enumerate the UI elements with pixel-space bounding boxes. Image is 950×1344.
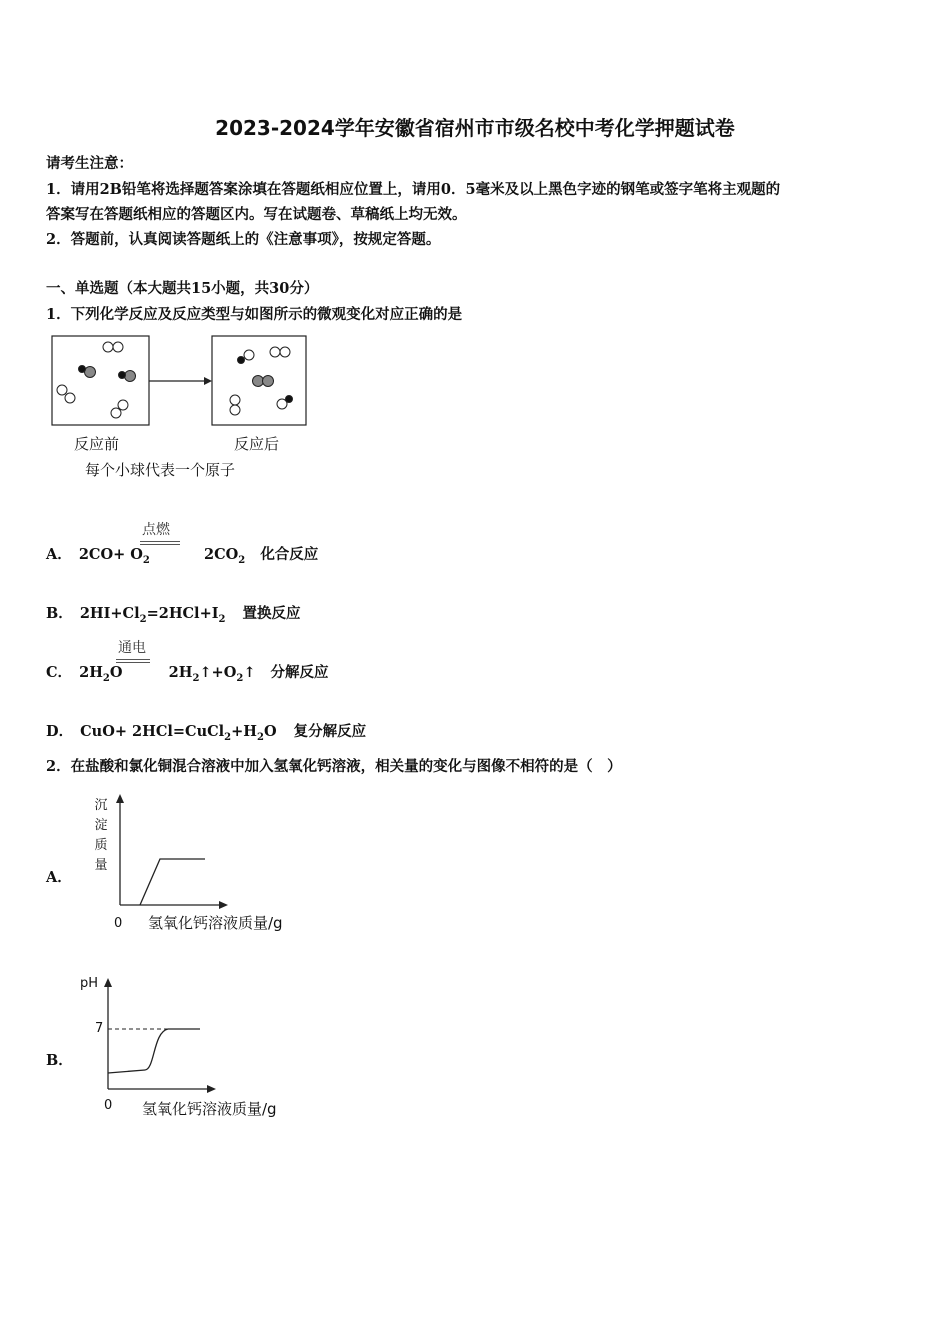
label-after-reaction: 反应后 [234, 435, 280, 453]
option-b-label: B． [46, 1052, 73, 1069]
subscript: 2 [102, 672, 110, 684]
reaction-type: 置换反应 [242, 605, 301, 622]
y-axis-char: 质 [94, 838, 108, 853]
equation-bar [140, 544, 180, 545]
equation-part: CuO+ 2HCl=CuCl [80, 723, 225, 740]
option-label: B． [46, 605, 73, 622]
equation-part: 2H [168, 664, 193, 681]
subscript: 2 [139, 613, 147, 625]
ph-graph [100, 972, 225, 1097]
equation-part: +H [231, 723, 257, 740]
reaction-type: 分解反应 [270, 664, 329, 681]
y-axis-label: pH [80, 976, 99, 991]
condition-electrolysis: 通电 [118, 640, 146, 656]
origin-label: 0 [104, 1098, 113, 1113]
notice-item-1-line-2: 答案写在答题纸相应的答题区内。写在试题卷、草稿纸上均无效。 [46, 206, 467, 223]
equation-bar [116, 662, 150, 663]
option-c [46, 661, 329, 684]
precipitate-mass-graph [110, 790, 230, 910]
notice-heading: 请考生注意： [46, 155, 133, 172]
equation-part: 2HI+Cl [79, 605, 140, 622]
section-heading: 一、单选题（本大题共15小题，共30分） [46, 280, 319, 297]
subscript: 2 [142, 554, 150, 566]
equation-part: ↑ [243, 664, 256, 681]
subscript: 2 [218, 613, 226, 625]
y-axis-char: 沉 [94, 798, 108, 813]
label-before-reaction: 反应前 [74, 435, 120, 453]
option-label: C． [46, 664, 73, 681]
question-2-stem: 2．在盐酸和氯化铜混合溶液中加入氢氧化钙溶液，相关量的变化与图像不相符的是（ ） [46, 758, 622, 775]
reaction-type: 化合反应 [260, 546, 319, 563]
figure-caption: 每个小球代表一个原子 [85, 461, 236, 479]
x-axis-label: 氢氧化钙溶液质量/g [148, 914, 283, 932]
option-label: A． [46, 546, 72, 563]
option-label: D． [46, 723, 74, 740]
subscript: 2 [236, 672, 244, 684]
equation-part: =2HCl+I [146, 605, 219, 622]
y-axis-label [92, 796, 110, 876]
option-a [46, 543, 318, 566]
subscript: 2 [238, 554, 246, 566]
y-axis-char: 量 [94, 858, 108, 873]
tick-7: 7 [95, 1021, 104, 1036]
question-1-stem: 1．下列化学反应及反应类型与如图所示的微观变化对应正确的是 [46, 306, 463, 323]
condition-ignite: 点燃 [142, 522, 170, 538]
option-b [46, 602, 301, 625]
subscript: 2 [257, 731, 264, 743]
equation-bar [140, 541, 180, 542]
page-title: 2023-2024学年安徽省宿州市市级名校中考化学押题试卷 [215, 116, 735, 140]
x-axis-label: 氢氧化钙溶液质量/g [142, 1100, 277, 1118]
equation-right: 2CO [204, 546, 239, 563]
equation-bar [116, 659, 150, 660]
equation-part: O [263, 723, 277, 740]
subscript: 2 [224, 731, 232, 743]
option-d [46, 720, 366, 743]
equation-left: 2CO+ O [78, 546, 143, 563]
option-a-label: A． [46, 869, 72, 886]
equation-part: ↑+O [199, 664, 237, 681]
equation-left-tail: O [109, 664, 123, 681]
subscript: 2 [192, 672, 200, 684]
reaction-type: 复分解反应 [293, 723, 367, 740]
notice-item-1-line-1: 1．请用2B铅笔将选择题答案涂填在答题纸相应位置上，请用0．5毫米及以上黑色字迹的钢笔或签字笔将主观题的 [46, 181, 781, 198]
equation-left: 2H [79, 664, 103, 681]
notice-item-2: 2．答题前，认真阅读答题纸上的《注意事项》，按规定答题。 [46, 231, 441, 248]
origin-label: 0 [114, 916, 123, 931]
y-axis-char: 淀 [94, 818, 108, 833]
